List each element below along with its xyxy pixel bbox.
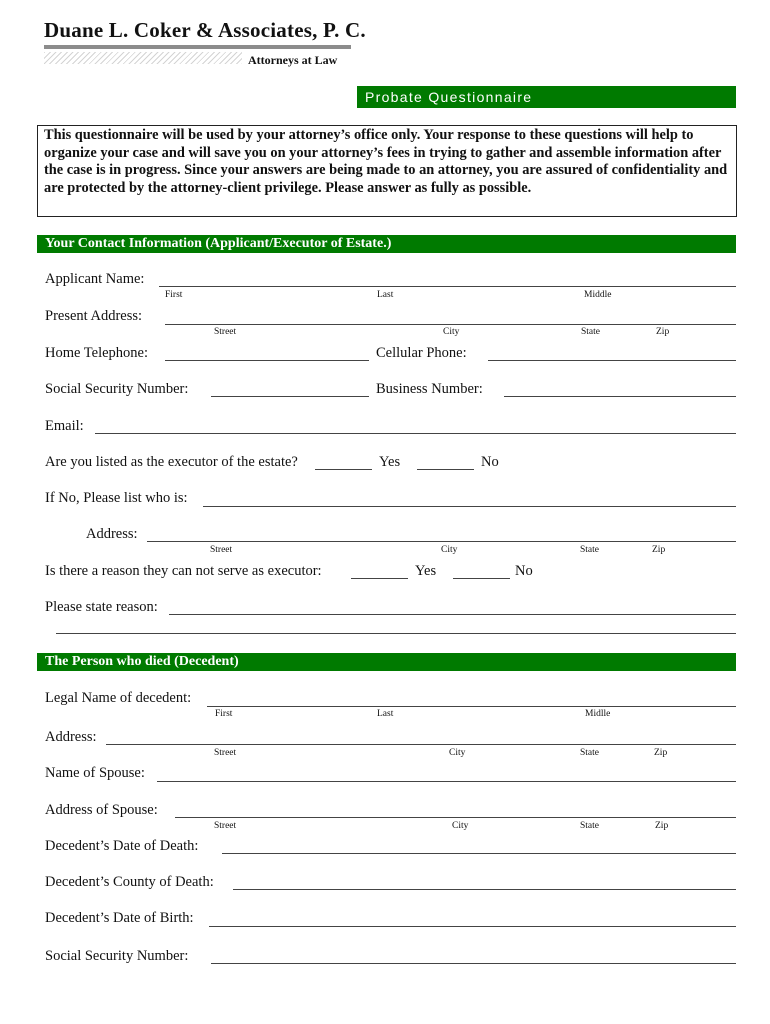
applicant-name-field[interactable] [159,286,736,287]
caption-street: Street [214,327,237,337]
caption-city: City [452,821,469,831]
contact-section-heading: Your Contact Information (Applicant/Executor of Estate.) [37,235,736,253]
reason-yes-field[interactable] [351,578,408,579]
applicant-name-label: Applicant Name: [45,271,145,287]
caption-first: First [165,290,183,300]
caption-middle: Middle [584,290,612,300]
caption-zip: Zip [654,748,668,758]
caption-city: City [441,545,458,555]
decedent-ssn-label: Social Security Number: [45,948,189,964]
ssn-field[interactable] [211,396,369,397]
decedent-section-heading: The Person who died (Decedent) [37,653,736,671]
executor-no-field[interactable] [417,469,474,470]
cellular-phone-field[interactable] [488,360,736,361]
caption-zip: Zip [652,545,666,555]
reason-no-field[interactable] [453,578,510,579]
county-of-death-label: Decedent’s County of Death: [45,874,214,890]
date-of-death-label: Decedent’s Date of Death: [45,838,199,854]
caption-street: Street [210,545,233,555]
date-of-birth-field[interactable] [209,926,736,927]
caption-zip: Zip [656,327,670,337]
spouse-address-field[interactable] [175,817,736,818]
present-address-field[interactable] [165,324,736,325]
alternate-executor-field[interactable] [203,506,736,507]
caption-last: Last [377,290,394,300]
present-address-label: Present Address: [45,308,143,324]
alternate-address-label: Address: [86,526,138,542]
caption-city: City [449,748,466,758]
caption-street: Street [214,821,237,831]
business-number-field[interactable] [504,396,736,397]
executor-question-label: Are you listed as the executor of the estate? [45,454,298,470]
decedent-address-label: Address: [45,729,97,745]
intro-text-box: This questionnaire will be used by your attorney’s office only. Your response to these questions will help to organize your case and will save you on your attorney’s fees in trying to gather and assemble information after the case is in progress. Since your answers are being made to an attorney, you are assured of confidentiality and are protected by the attorney-client privilege. Please answer as fully as possible. [37,125,737,217]
state-reason-field-line-2[interactable] [56,633,736,634]
spouse-name-field[interactable] [157,781,736,782]
caption-middle: Midlle [585,709,611,719]
caption-city: City [443,327,460,337]
email-field[interactable] [95,433,736,434]
caption-street: Street [214,748,237,758]
executor-no-label: No [481,454,499,470]
caption-state: State [580,821,599,831]
email-label: Email: [45,418,84,434]
decedent-ssn-field[interactable] [211,963,736,964]
decedent-address-field[interactable] [106,744,736,745]
business-number-label: Business Number: [376,381,483,397]
state-reason-label: Please state reason: [45,599,158,615]
spouse-address-label: Address of Spouse: [45,802,158,818]
home-telephone-label: Home Telephone: [45,345,149,361]
caption-last: Last [377,709,394,719]
form-title: Probate Questionnaire [357,86,736,108]
executor-yes-label: Yes [379,454,401,470]
reason-yes-label: Yes [415,563,437,579]
executor-yes-field[interactable] [315,469,372,470]
home-telephone-field[interactable] [165,360,369,361]
firm-subtitle: Attorneys at Law [248,53,338,67]
legal-name-field[interactable] [207,706,736,707]
header-pattern [44,52,242,64]
alternate-address-field[interactable] [147,541,736,542]
caption-first: First [215,709,233,719]
ssn-label: Social Security Number: [45,381,189,397]
county-of-death-field[interactable] [233,889,736,890]
date-of-birth-label: Decedent’s Date of Birth: [45,910,194,926]
caption-state: State [580,748,599,758]
reason-question-label: Is there a reason they can not serve as executor: [45,563,322,579]
spouse-name-label: Name of Spouse: [45,765,145,781]
cellular-phone-label: Cellular Phone: [376,345,467,361]
if-no-label: If No, Please list who is: [45,490,188,506]
legal-name-label: Legal Name of decedent: [45,690,192,706]
caption-state: State [580,545,599,555]
state-reason-field[interactable] [169,614,736,615]
date-of-death-field[interactable] [222,853,736,854]
firm-name: Duane L. Coker & Associates, P. C. [44,18,366,42]
reason-no-label: No [515,563,533,579]
caption-state: State [581,327,600,337]
caption-zip: Zip [655,821,669,831]
header-divider [44,45,351,49]
